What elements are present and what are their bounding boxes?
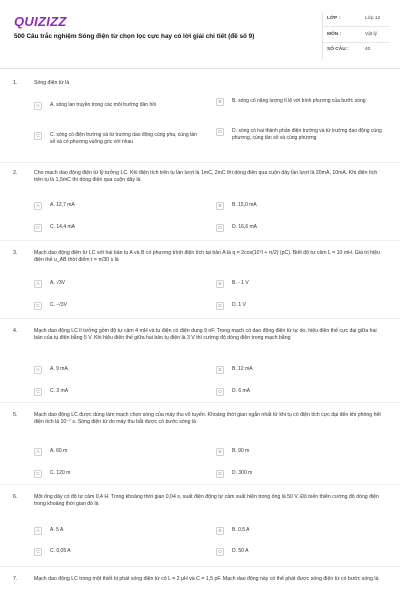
option-letter-box: D xyxy=(216,388,224,396)
option-text: C. 3 mA xyxy=(50,388,69,394)
option-text: B. 15,0 mA xyxy=(232,202,257,208)
question-text: Sóng điện từ là xyxy=(34,80,70,86)
option-letter-box: B xyxy=(216,280,224,288)
option-letter-box: D xyxy=(216,548,224,556)
option-letter-box: C xyxy=(34,470,42,478)
question-text: Mạch dao động LC lí tưởng gồm độ tự cảm 4 mH và tụ điện có điện dung 9 nF. Trong mạch có dao động điện từ tự do, hiệu điện thế cực đại giữa hai bản của tụ điện bằng 5 V. Khi hiệu điện thế giữa hai bản tụ điện là 3 V thì cường độ dòng điện trong mạch bằng xyxy=(34,328,377,342)
option-text: B. 0,5 A xyxy=(232,527,250,533)
option-letter-box: B xyxy=(216,366,224,374)
option-text: A. 9 mA xyxy=(50,366,68,372)
meta-divider xyxy=(322,42,390,43)
option-letter-box: A xyxy=(34,202,42,210)
meta-label: SỐ CÂU : xyxy=(327,47,349,52)
option-letter-box: B xyxy=(216,98,224,106)
option-letter-box: C xyxy=(34,548,42,556)
option-letter-box: C xyxy=(34,302,42,310)
option-letter-box: C xyxy=(34,224,42,232)
option-letter-box: A xyxy=(34,527,42,535)
option-letter-box: A xyxy=(34,366,42,374)
question-number: 2. xyxy=(13,170,18,176)
option-text: D. 16,6 mA xyxy=(232,224,258,230)
meta-label: MÔN : xyxy=(327,32,342,37)
question-number: 1. xyxy=(13,80,18,86)
option-text: D. 1 V xyxy=(232,302,246,308)
meta-divider xyxy=(322,26,390,27)
option-letter-box: B xyxy=(216,202,224,210)
question-number: 4. xyxy=(13,328,18,334)
option-text: B. sóng có năng lượng tỉ lệ với bình phương của bước sóng xyxy=(232,98,366,104)
worksheet-title: 500 Câu trắc nghiệm Sóng điện từ chọn lọc cực hay có lời giải chi tiết (đề số 9) xyxy=(14,33,255,40)
question-number: 3. xyxy=(13,250,18,256)
question-divider xyxy=(0,484,400,485)
option-text: A. 60 m xyxy=(50,448,68,454)
option-text: D. 6 mA xyxy=(232,388,251,394)
option-text: C. 120 m xyxy=(50,470,71,476)
question-text: Mạch dao động LC được dùng làm mạch chọn sóng của máy thu vô tuyến. Khoảng thời gian ngắn nhất từ khi tụ có điện tích cực đại đến khi phóng hết điện tích là 10⁻⁷ s. Sóng điện từ do máy thu bắt được có bước sóng là xyxy=(34,412,381,426)
option-letter-box: A xyxy=(34,448,42,456)
option-letter-box: D xyxy=(216,224,224,232)
question-divider xyxy=(0,240,400,241)
option-text: B. 12 mA xyxy=(232,366,253,372)
option-letter-box: D xyxy=(216,302,224,310)
question-number: 5. xyxy=(13,412,18,418)
option-letter-box: D xyxy=(216,470,224,478)
worksheet-header xyxy=(0,0,400,68)
quizizz-logo: QUIZIZZ xyxy=(14,14,67,29)
question-divider xyxy=(0,162,400,163)
meta-label: LỚP : xyxy=(327,16,341,21)
option-letter-box: B xyxy=(216,527,224,535)
option-text: D. 50 A xyxy=(232,548,249,554)
header-divider xyxy=(0,68,400,69)
option-text: A. 5 A xyxy=(50,527,64,533)
option-text: A. sóng lan truyền trong các môi trường đàn hồi xyxy=(50,102,157,108)
option-text: D. 300 m xyxy=(232,470,253,476)
option-text: A. 12,7 mA xyxy=(50,202,75,208)
option-text: B. 90 m xyxy=(232,448,250,454)
question-divider xyxy=(0,402,400,403)
option-letter-box: C xyxy=(34,388,42,396)
meta-value: Lớp 12 xyxy=(365,16,381,21)
question-divider xyxy=(0,566,400,567)
option-text: C. 14,4 mA xyxy=(50,224,76,230)
question-text: Cho mạch dao động điện từ lý tưởng LC. Khi điện tích trên tụ lần lượt là 1mC, 2mC thì dòng điện qua cuộn dây lần lượt là 20mA, 10mA. Khi điện tích trên tụ là 1,5mC thì dòng điện qua cuộn dây là xyxy=(34,170,378,184)
option-text: D. sóng có hai thành phần điện trường và từ trường dao động cùng phương, cùng tần số và cùng phương xyxy=(232,128,382,141)
question-text: Một ống dây có độ tự cảm 0,4 H. Trong khoảng thời gian 0,04 s, suất điện động tự cảm xuất hiện trong ống là 50 V. Độ biến thiên cường độ dòng điện trong khoảng thời gian đó là xyxy=(34,494,379,508)
question-text: Mạch dao động điện từ LC với hai bản tụ A và B có phương trình điện tích tại bản A là q = 2cos(10⁷t + π/2) (pC). Biết độ tự cảm L = 10 mH. Giá trị hiệu điện thế u_AB thời điểm t = π/30 s là xyxy=(34,250,380,264)
meta-value: Vật lý xyxy=(365,32,377,37)
meta-value: 40 xyxy=(365,47,371,52)
question-divider xyxy=(0,318,400,319)
option-letter-box: A xyxy=(34,102,42,110)
option-text: C. -√3V xyxy=(50,302,67,308)
question-number: 7. xyxy=(13,576,18,582)
option-text: C. sóng có điện trường và từ trường dao động cùng pha, cùng tần số và có phương vuông góc với nhau xyxy=(50,132,197,145)
option-text: B. - 1 V xyxy=(232,280,249,286)
question-number: 6. xyxy=(13,494,18,500)
option-letter-box: A xyxy=(34,280,42,288)
option-text: C. 0,05 A xyxy=(50,548,71,554)
question-text: Mạch dao động LC trong một thiết bị phát sóng điện từ có L = 2 μH và C = 1,5 pF. Mạch dao động này có thể phát được sóng điện từ có bước sóng là xyxy=(34,576,379,582)
option-letter-box: B xyxy=(216,448,224,456)
option-text: A. √3V xyxy=(50,280,65,286)
option-letter-box: D xyxy=(216,128,224,136)
option-letter-box: C xyxy=(34,132,42,140)
